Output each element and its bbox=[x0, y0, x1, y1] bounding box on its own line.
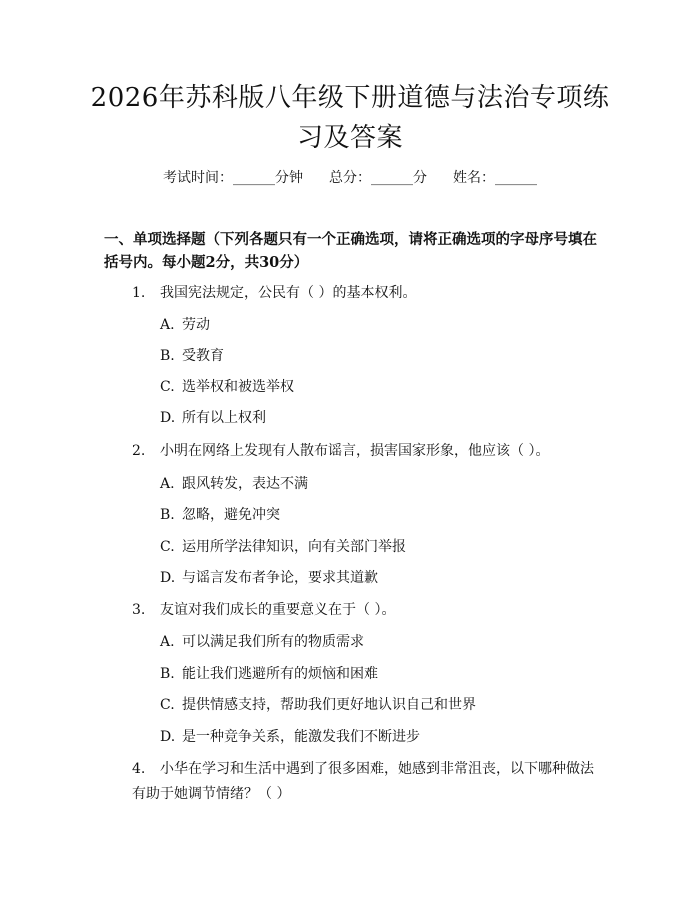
question-2-option-d bbox=[160, 568, 378, 588]
question-3 bbox=[132, 600, 395, 620]
total-score-label: 总分：______分 bbox=[329, 170, 427, 186]
option-text: 跟风转发，表达不满 bbox=[182, 476, 308, 492]
question-1-option-d bbox=[160, 408, 266, 428]
option-text: 与谣言发布者争论，要求其道歉 bbox=[182, 570, 378, 586]
question-2-option-c bbox=[160, 537, 406, 557]
question-text: 小明在网络上发现有人散布谣言，损害国家形象，他应该（ ）。 bbox=[160, 443, 550, 459]
section-title: 一、单项选择题（下列各题只有一个正确选项，请将正确选项的字母序号填在括号内。每小题2分，共30分） bbox=[104, 231, 597, 271]
option-text: 能让我们逃避所有的烦恼和困难 bbox=[182, 666, 378, 682]
question-number: 2. bbox=[132, 443, 146, 459]
option-letter: B. bbox=[160, 348, 175, 364]
option-letter: A. bbox=[160, 634, 175, 650]
option-letter: A. bbox=[160, 317, 175, 333]
option-letter: C. bbox=[160, 697, 175, 713]
question-1 bbox=[132, 283, 416, 303]
option-letter: B. bbox=[160, 507, 175, 523]
option-text: 受教育 bbox=[182, 348, 224, 364]
question-2-option-b bbox=[160, 505, 280, 525]
question-3-option-c bbox=[160, 695, 476, 715]
question-number: 1. bbox=[132, 285, 146, 301]
question-3-option-d bbox=[160, 727, 420, 747]
option-text: 忽略，避免冲突 bbox=[182, 507, 280, 523]
question-3-option-b bbox=[160, 664, 378, 684]
option-text: 劳动 bbox=[182, 317, 210, 333]
question-text: 友谊对我们成长的重要意义在于（ ）。 bbox=[160, 602, 396, 618]
question-2 bbox=[132, 441, 549, 461]
option-text: 选举权和被选举权 bbox=[182, 379, 294, 395]
question-1-option-a bbox=[160, 315, 210, 335]
option-letter: D. bbox=[160, 410, 176, 426]
option-text: 运用所学法律知识，向有关部门举报 bbox=[182, 539, 406, 555]
question-1-option-c bbox=[160, 377, 294, 397]
option-text: 提供情感支持，帮助我们更好地认识自己和世界 bbox=[182, 697, 476, 713]
option-text: 所有以上权利 bbox=[182, 410, 266, 426]
option-letter: B. bbox=[160, 666, 175, 682]
question-1-option-b bbox=[160, 346, 224, 366]
question-text: 我国宪法规定，公民有（ ）的基本权利。 bbox=[160, 285, 417, 301]
question-2-option-a bbox=[160, 474, 308, 494]
option-text: 可以满足我们所有的物质需求 bbox=[182, 634, 364, 650]
question-4 bbox=[132, 757, 602, 807]
option-letter: D. bbox=[160, 729, 176, 745]
option-letter: A. bbox=[160, 476, 175, 492]
question-3-option-a bbox=[160, 632, 364, 652]
exam-meta bbox=[0, 168, 700, 188]
exam-time-label: 考试时间：______分钟 bbox=[163, 170, 303, 186]
document-title: 2026年苏科版八年级下册道德与法治专项练习及答案 bbox=[90, 83, 610, 153]
question-number: 4. bbox=[132, 761, 146, 777]
option-letter: C. bbox=[160, 379, 175, 395]
question-text: 小华在学习和生活中遇到了很多困难，她感到非常沮丧，以下哪种做法有助于她调节情绪？（ ） bbox=[132, 761, 594, 802]
student-name-label: 姓名：______ bbox=[453, 170, 537, 186]
option-letter: C. bbox=[160, 539, 175, 555]
option-letter: D. bbox=[160, 570, 176, 586]
question-number: 3. bbox=[132, 602, 146, 618]
option-text: 是一种竞争关系，能激发我们不断进步 bbox=[182, 729, 420, 745]
